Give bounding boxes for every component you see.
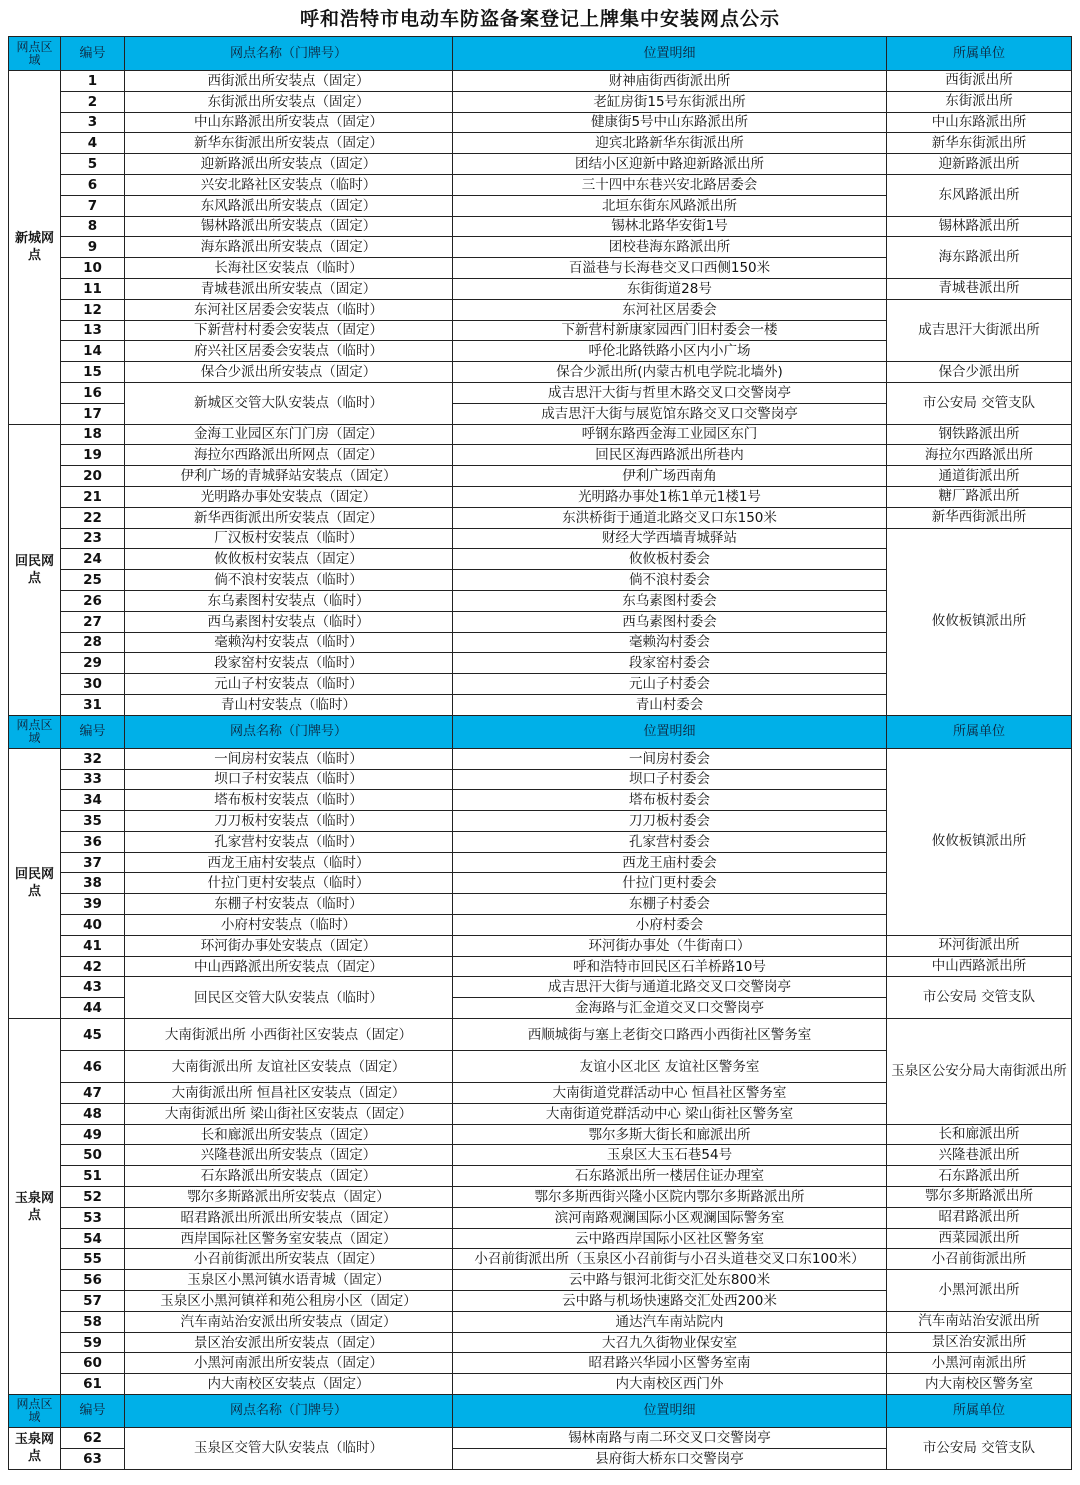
location-cell: 昭君路兴华园小区警务室南 <box>453 1353 887 1374</box>
location-cell: 呼和浩特市回民区石羊桥路10号 <box>453 956 887 977</box>
header-number: 编号 <box>61 1395 125 1428</box>
number-cell: 3 <box>61 112 125 133</box>
name-cell: 大南街派出所 小西街社区安装点（固定） <box>125 1019 453 1051</box>
location-cell: 百溢巷与长海巷交叉口西侧150米 <box>453 258 887 279</box>
number-cell: 58 <box>61 1311 125 1332</box>
table-row <box>9 466 1072 487</box>
number-cell: 45 <box>61 1019 125 1051</box>
number-cell: 38 <box>61 873 125 894</box>
number-cell: 49 <box>61 1124 125 1145</box>
install-points-table <box>8 36 1072 1470</box>
table-row <box>9 1145 1072 1166</box>
location-cell: 大南街道党群活动中心 恒昌社区警务室 <box>453 1083 887 1104</box>
name-cell: 府兴社区居委会安装点（临时） <box>125 341 453 362</box>
number-cell: 50 <box>61 1145 125 1166</box>
location-cell: 云中路西岸国际小区社区警务室 <box>453 1228 887 1249</box>
location-cell: 一间房村委会 <box>453 748 887 769</box>
table-row <box>9 1428 1072 1449</box>
table-row <box>9 1249 1072 1270</box>
table-row <box>9 528 1072 549</box>
name-cell: 回民区交管大队安装点（临时） <box>125 977 453 1019</box>
name-cell: 中山西路派出所安装点（固定） <box>125 956 453 977</box>
name-cell: 厂汉板村安装点（临时） <box>125 528 453 549</box>
name-cell: 段家窑村安装点（临时） <box>125 653 453 674</box>
name-cell: 孔家营村安装点（临时） <box>125 831 453 852</box>
name-cell: 小召前街派出所安装点（固定） <box>125 1249 453 1270</box>
number-cell: 51 <box>61 1166 125 1187</box>
location-cell: 下新营村新康家园西门旧村委会一楼 <box>453 320 887 341</box>
location-cell: 县府街大桥东口交警岗亭 <box>453 1448 887 1469</box>
name-cell: 伊利广场的青城驿站安装点（固定） <box>125 466 453 487</box>
name-cell: 汽车南站治安派出所安装点（固定） <box>125 1311 453 1332</box>
location-cell: 锡林南路与南二环交叉口交警岗亭 <box>453 1428 887 1449</box>
table-row <box>9 1270 1072 1291</box>
number-cell: 1 <box>61 71 125 92</box>
location-cell: 锡林北路华安街1号 <box>453 216 887 237</box>
location-cell: 孔家营村委会 <box>453 831 887 852</box>
table-row <box>9 216 1072 237</box>
name-cell: 光明路办事处安装点（固定） <box>125 486 453 507</box>
name-cell: 新华西街派出所安装点（固定） <box>125 507 453 528</box>
table-row <box>9 1311 1072 1332</box>
area-cell: 新城网点 <box>9 71 61 425</box>
number-cell: 4 <box>61 133 125 154</box>
table-row <box>9 1207 1072 1228</box>
unit-cell: 小召前街派出所 <box>887 1249 1072 1270</box>
area-cell: 玉泉网点 <box>9 1019 61 1395</box>
number-cell: 27 <box>61 611 125 632</box>
unit-cell: 兴隆巷派出所 <box>887 1145 1072 1166</box>
number-cell: 5 <box>61 154 125 175</box>
unit-cell: 钢铁路派出所 <box>887 424 1072 445</box>
location-cell: 呼钢东路西金海工业园区东门 <box>453 424 887 445</box>
number-cell: 63 <box>61 1448 125 1469</box>
location-cell: 青山村委会 <box>453 694 887 715</box>
unit-cell: 锡林路派出所 <box>887 216 1072 237</box>
number-cell: 29 <box>61 653 125 674</box>
table-row <box>9 299 1072 320</box>
location-cell: 金海路与汇金道交叉口交警岗亭 <box>453 998 887 1019</box>
location-cell: 回民区海西路派出所巷内 <box>453 445 887 466</box>
number-cell: 10 <box>61 258 125 279</box>
location-cell: 光明路办事处1栋1单元1楼1号 <box>453 486 887 507</box>
number-cell: 11 <box>61 278 125 299</box>
table-row <box>9 362 1072 383</box>
header-name: 网点名称（门牌号） <box>125 715 453 748</box>
unit-cell: 迎新路派出所 <box>887 154 1072 175</box>
name-cell: 新华东街派出所安装点（固定） <box>125 133 453 154</box>
number-cell: 40 <box>61 915 125 936</box>
name-cell: 西龙王庙村安装点（临时） <box>125 852 453 873</box>
number-cell: 48 <box>61 1103 125 1124</box>
number-cell: 17 <box>61 403 125 424</box>
location-cell: 财神庙街西街派出所 <box>453 71 887 92</box>
name-cell: 倘不浪村安装点（临时） <box>125 570 453 591</box>
table-row <box>9 507 1072 528</box>
location-cell: 段家窑村委会 <box>453 653 887 674</box>
location-cell: 保合少派出所(内蒙古机电学院北墙外) <box>453 362 887 383</box>
location-cell: 通达汽车南站院内 <box>453 1311 887 1332</box>
location-cell: 东洪桥街于通道北路交叉口东150米 <box>453 507 887 528</box>
location-cell: 玉泉区大玉石巷54号 <box>453 1145 887 1166</box>
unit-cell: 新华西街派出所 <box>887 507 1072 528</box>
location-cell: 西龙王庙村委会 <box>453 852 887 873</box>
table-row <box>9 956 1072 977</box>
table-row <box>9 1166 1072 1187</box>
name-cell: 迎新路派出所安装点（固定） <box>125 154 453 175</box>
unit-cell: 市公安局 交管支队 <box>887 977 1072 1019</box>
table-row <box>9 237 1072 258</box>
name-cell: 环河街办事处安装点（固定） <box>125 935 453 956</box>
header-unit: 所属单位 <box>887 37 1072 71</box>
number-cell: 44 <box>61 998 125 1019</box>
number-cell: 28 <box>61 632 125 653</box>
unit-cell: 内大南校区警务室 <box>887 1374 1072 1395</box>
table-row <box>9 71 1072 92</box>
unit-cell: 通道街派出所 <box>887 466 1072 487</box>
name-cell: 什拉门更村安装点（临时） <box>125 873 453 894</box>
name-cell: 玉泉区小黑河镇水语青城（固定） <box>125 1270 453 1291</box>
location-cell: 大南街道党群活动中心 梁山街社区警务室 <box>453 1103 887 1124</box>
number-cell: 36 <box>61 831 125 852</box>
unit-cell: 攸攸板镇派出所 <box>887 528 1072 715</box>
name-cell: 刀刀板村安装点（临时） <box>125 811 453 832</box>
table-row <box>9 1124 1072 1145</box>
header-area: 网点区域 <box>9 1395 61 1428</box>
name-cell: 青城巷派出所安装点（固定） <box>125 278 453 299</box>
name-cell: 东街派出所安装点（固定） <box>125 91 453 112</box>
unit-cell: 海东路派出所 <box>887 237 1072 279</box>
name-cell: 锡林路派出所安装点（固定） <box>125 216 453 237</box>
location-cell: 元山子村委会 <box>453 674 887 695</box>
name-cell: 东河社区居委会安装点（临时） <box>125 299 453 320</box>
header-name: 网点名称（门牌号） <box>125 1395 453 1428</box>
number-cell: 2 <box>61 91 125 112</box>
header-location: 位置明细 <box>453 1395 887 1428</box>
name-cell: 西街派出所安装点（固定） <box>125 71 453 92</box>
location-cell: 云中路与机场快速路交汇处西200米 <box>453 1291 887 1312</box>
location-cell: 成吉思汗大街与通道北路交叉口交警岗亭 <box>453 977 887 998</box>
location-cell: 成吉思汗大街与哲里木路交叉口交警岗亭 <box>453 382 887 403</box>
table-row <box>9 1187 1072 1208</box>
location-cell: 毫赖沟村委会 <box>453 632 887 653</box>
unit-cell: 中山东路派出所 <box>887 112 1072 133</box>
name-cell: 小黑河南派出所安装点（固定） <box>125 1353 453 1374</box>
unit-cell: 新华东街派出所 <box>887 133 1072 154</box>
area-cell: 回民网点 <box>9 424 61 715</box>
location-cell: 倘不浪村委会 <box>453 570 887 591</box>
header-unit: 所属单位 <box>887 715 1072 748</box>
location-cell: 坝口子村委会 <box>453 769 887 790</box>
table-row <box>9 91 1072 112</box>
number-cell: 21 <box>61 486 125 507</box>
location-cell: 三十四中东巷兴安北路居委会 <box>453 174 887 195</box>
number-cell: 13 <box>61 320 125 341</box>
name-cell: 石东路派出所安装点（固定） <box>125 1166 453 1187</box>
table-row <box>9 1228 1072 1249</box>
number-cell: 9 <box>61 237 125 258</box>
unit-cell: 海拉尔西路派出所 <box>887 445 1072 466</box>
name-cell: 兴安北路社区安装点（临时） <box>125 174 453 195</box>
location-cell: 刀刀板村委会 <box>453 811 887 832</box>
location-cell: 东乌素图村委会 <box>453 590 887 611</box>
location-cell: 迎宾北路新华东街派出所 <box>453 133 887 154</box>
number-cell: 56 <box>61 1270 125 1291</box>
number-cell: 59 <box>61 1332 125 1353</box>
area-cell: 回民网点 <box>9 748 61 1018</box>
location-cell: 老缸房街15号东街派出所 <box>453 91 887 112</box>
name-cell: 攸攸板村安装点（固定） <box>125 549 453 570</box>
number-cell: 8 <box>61 216 125 237</box>
location-cell: 鄂尔多斯大街长和廊派出所 <box>453 1124 887 1145</box>
location-cell: 内大南校区西门外 <box>453 1374 887 1395</box>
location-cell: 北垣东街东风路派出所 <box>453 195 887 216</box>
name-cell: 大南街派出所 友谊社区安装点（固定） <box>125 1051 453 1083</box>
number-cell: 33 <box>61 769 125 790</box>
table-row <box>9 174 1072 195</box>
table-row <box>9 748 1072 769</box>
location-cell: 滨河南路观澜国际小区观澜国际警务室 <box>453 1207 887 1228</box>
name-cell: 一间房村安装点（临时） <box>125 748 453 769</box>
number-cell: 12 <box>61 299 125 320</box>
number-cell: 25 <box>61 570 125 591</box>
name-cell: 海东路派出所安装点（固定） <box>125 237 453 258</box>
header-number: 编号 <box>61 715 125 748</box>
table-row <box>9 935 1072 956</box>
number-cell: 6 <box>61 174 125 195</box>
name-cell: 保合少派出所安装点（固定） <box>125 362 453 383</box>
name-cell: 西乌素图村安装点（临时） <box>125 611 453 632</box>
location-cell: 伊利广场西南角 <box>453 466 887 487</box>
name-cell: 元山子村安装点（临时） <box>125 674 453 695</box>
name-cell: 大南街派出所 恒昌社区安装点（固定） <box>125 1083 453 1104</box>
location-cell: 小府村委会 <box>453 915 887 936</box>
unit-cell: 东风路派出所 <box>887 174 1072 216</box>
number-cell: 37 <box>61 852 125 873</box>
unit-cell: 昭君路派出所 <box>887 1207 1072 1228</box>
name-cell: 玉泉区小黑河镇祥和苑公租房小区（固定） <box>125 1291 453 1312</box>
name-cell: 新城区交管大队安装点（临时） <box>125 382 453 424</box>
table-row <box>9 1019 1072 1051</box>
name-cell: 塔布板村安装点（临时） <box>125 790 453 811</box>
table-row <box>9 154 1072 175</box>
number-cell: 62 <box>61 1428 125 1449</box>
header-number: 编号 <box>61 37 125 71</box>
name-cell: 东棚子村安装点（临时） <box>125 894 453 915</box>
number-cell: 55 <box>61 1249 125 1270</box>
number-cell: 61 <box>61 1374 125 1395</box>
table-row <box>9 977 1072 998</box>
number-cell: 35 <box>61 811 125 832</box>
unit-cell: 糖厂路派出所 <box>887 486 1072 507</box>
name-cell: 青山村安装点（临时） <box>125 694 453 715</box>
location-cell: 东街街道28号 <box>453 278 887 299</box>
number-cell: 34 <box>61 790 125 811</box>
location-cell: 环河街办事处（牛街南口） <box>453 935 887 956</box>
unit-cell: 石东路派出所 <box>887 1166 1072 1187</box>
number-cell: 47 <box>61 1083 125 1104</box>
location-cell: 健康街5号中山东路派出所 <box>453 112 887 133</box>
table-row <box>9 1332 1072 1353</box>
table-header-row <box>9 37 1072 71</box>
number-cell: 22 <box>61 507 125 528</box>
name-cell: 内大南校区安装点（固定） <box>125 1374 453 1395</box>
header-area: 网点区域 <box>9 715 61 748</box>
number-cell: 42 <box>61 956 125 977</box>
number-cell: 53 <box>61 1207 125 1228</box>
unit-cell: 玉泉区公安分局大南街派出所 <box>887 1019 1072 1125</box>
table-row <box>9 112 1072 133</box>
table-row <box>9 1353 1072 1374</box>
unit-cell: 西菜园派出所 <box>887 1228 1072 1249</box>
location-cell: 攸攸板村委会 <box>453 549 887 570</box>
number-cell: 54 <box>61 1228 125 1249</box>
table-header-row <box>9 715 1072 748</box>
name-cell: 东风路派出所安装点（固定） <box>125 195 453 216</box>
table-row <box>9 133 1072 154</box>
table-row <box>9 486 1072 507</box>
number-cell: 19 <box>61 445 125 466</box>
name-cell: 兴隆巷派出所安装点（固定） <box>125 1145 453 1166</box>
area-cell: 玉泉网点 <box>9 1428 61 1470</box>
name-cell: 金海工业园区东门门房（固定） <box>125 424 453 445</box>
unit-cell: 青城巷派出所 <box>887 278 1072 299</box>
unit-cell: 汽车南站治安派出所 <box>887 1311 1072 1332</box>
unit-cell: 西街派出所 <box>887 71 1072 92</box>
number-cell: 46 <box>61 1051 125 1083</box>
name-cell: 昭君路派出所派出所安装点（固定） <box>125 1207 453 1228</box>
name-cell: 小府村安装点（临时） <box>125 915 453 936</box>
number-cell: 41 <box>61 935 125 956</box>
name-cell: 景区治安派出所安装点（固定） <box>125 1332 453 1353</box>
unit-cell: 小黑河南派出所 <box>887 1353 1072 1374</box>
unit-cell: 中山西路派出所 <box>887 956 1072 977</box>
table-row <box>9 1374 1072 1395</box>
number-cell: 15 <box>61 362 125 383</box>
name-cell: 下新营村村委会安装点（固定） <box>125 320 453 341</box>
location-cell: 西顺城街与塞上老街交口路西小西街社区警务室 <box>453 1019 887 1051</box>
location-cell: 东河社区居委会 <box>453 299 887 320</box>
name-cell: 坝口子村安装点（临时） <box>125 769 453 790</box>
page-title: 呼和浩特市电动车防盗备案登记上牌集中安装网点公示 <box>299 8 780 30</box>
unit-cell: 鄂尔多斯路派出所 <box>887 1187 1072 1208</box>
name-cell: 大南街派出所 梁山街社区安装点（固定） <box>125 1103 453 1124</box>
number-cell: 52 <box>61 1187 125 1208</box>
location-cell: 友谊小区北区 友谊社区警务室 <box>453 1051 887 1083</box>
header-area: 网点区域 <box>9 37 61 71</box>
unit-cell: 市公安局 交管支队 <box>887 382 1072 424</box>
number-cell: 24 <box>61 549 125 570</box>
header-location: 位置明细 <box>453 715 887 748</box>
header-name: 网点名称（门牌号） <box>125 37 453 71</box>
number-cell: 23 <box>61 528 125 549</box>
number-cell: 18 <box>61 424 125 445</box>
name-cell: 东乌素图村安装点（临时） <box>125 590 453 611</box>
number-cell: 32 <box>61 748 125 769</box>
unit-cell: 攸攸板镇派出所 <box>887 748 1072 935</box>
number-cell: 31 <box>61 694 125 715</box>
name-cell: 毫赖沟村安装点（临时） <box>125 632 453 653</box>
table-header-row <box>9 1395 1072 1428</box>
unit-cell: 小黑河派出所 <box>887 1270 1072 1312</box>
location-cell: 东棚子村委会 <box>453 894 887 915</box>
unit-cell: 长和廊派出所 <box>887 1124 1072 1145</box>
number-cell: 39 <box>61 894 125 915</box>
table-row <box>9 278 1072 299</box>
unit-cell: 环河街派出所 <box>887 935 1072 956</box>
location-cell: 团结小区迎新中路迎新路派出所 <box>453 154 887 175</box>
location-cell: 成吉思汗大街与展览馆东路交叉口交警岗亭 <box>453 403 887 424</box>
name-cell: 西岸国际社区警务室安装点（固定） <box>125 1228 453 1249</box>
number-cell: 30 <box>61 674 125 695</box>
table-row <box>9 382 1072 403</box>
location-cell: 石东路派出所一楼居住证办理室 <box>453 1166 887 1187</box>
name-cell: 鄂尔多斯路派出所安装点（固定） <box>125 1187 453 1208</box>
unit-cell: 景区治安派出所 <box>887 1332 1072 1353</box>
unit-cell: 东街派出所 <box>887 91 1072 112</box>
header-location: 位置明细 <box>453 37 887 71</box>
name-cell: 长海社区安装点（临时） <box>125 258 453 279</box>
number-cell: 43 <box>61 977 125 998</box>
location-cell: 鄂尔多斯西街兴隆小区院内鄂尔多斯路派出所 <box>453 1187 887 1208</box>
unit-cell: 市公安局 交管支队 <box>887 1428 1072 1470</box>
location-cell: 财经大学西墙青城驿站 <box>453 528 887 549</box>
number-cell: 20 <box>61 466 125 487</box>
name-cell: 长和廊派出所安装点（固定） <box>125 1124 453 1145</box>
location-cell: 云中路与银河北街交汇处东800米 <box>453 1270 887 1291</box>
number-cell: 7 <box>61 195 125 216</box>
number-cell: 14 <box>61 341 125 362</box>
location-cell: 大召九久街物业保安室 <box>453 1332 887 1353</box>
location-cell: 西乌素图村委会 <box>453 611 887 632</box>
number-cell: 16 <box>61 382 125 403</box>
location-cell: 团校巷海东路派出所 <box>453 237 887 258</box>
number-cell: 26 <box>61 590 125 611</box>
name-cell: 玉泉区交管大队安装点（临时） <box>125 1428 453 1470</box>
name-cell: 海拉尔西路派出所网点（固定） <box>125 445 453 466</box>
number-cell: 57 <box>61 1291 125 1312</box>
location-cell: 什拉门更村委会 <box>453 873 887 894</box>
table-row <box>9 424 1072 445</box>
location-cell: 小召前街派出所（玉泉区小召前街与小召头道巷交叉口东100米） <box>453 1249 887 1270</box>
location-cell: 塔布板村委会 <box>453 790 887 811</box>
location-cell: 呼伦北路铁路小区内小广场 <box>453 341 887 362</box>
table-row <box>9 445 1072 466</box>
unit-cell: 成吉思汗大街派出所 <box>887 299 1072 361</box>
number-cell: 60 <box>61 1353 125 1374</box>
header-unit: 所属单位 <box>887 1395 1072 1428</box>
unit-cell: 保合少派出所 <box>887 362 1072 383</box>
name-cell: 中山东路派出所安装点（固定） <box>125 112 453 133</box>
